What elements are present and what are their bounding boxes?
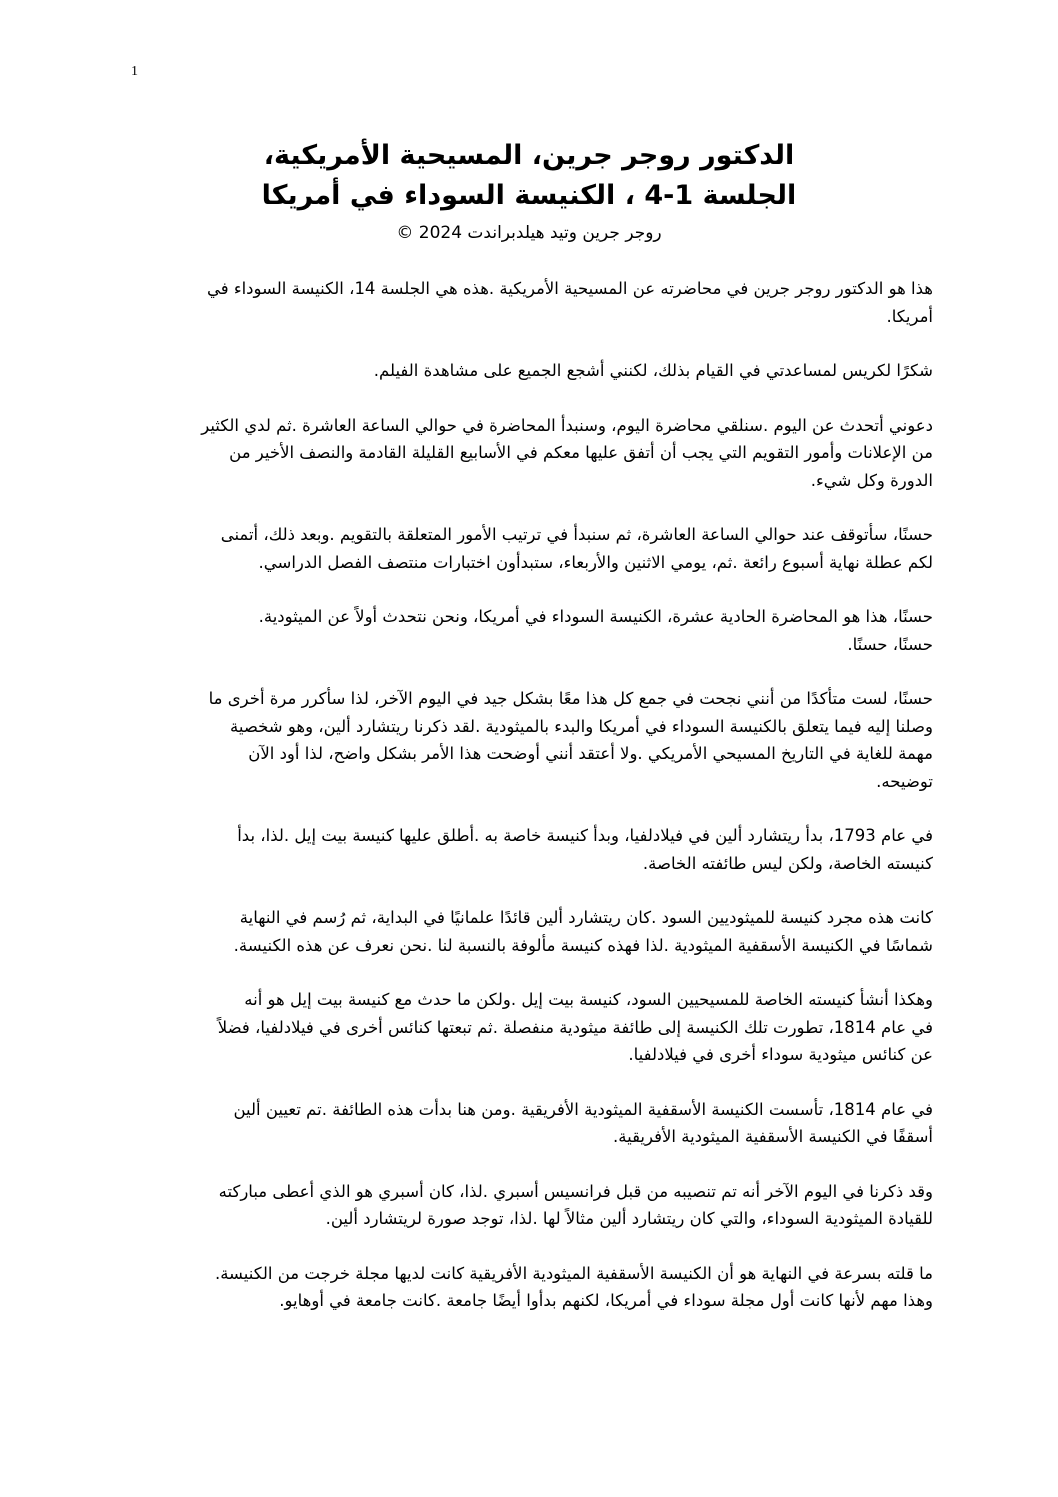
paragraph: [128, 986, 933, 1069]
paragraph-line: شماسًا في الكنيسة الأسقفية الميثودية .لذا فهذه كنيسة مألوفة بالنسبة لنا .نحن نعرف عن هذه الكنيسة.: [233, 935, 933, 955]
paragraph-line: دعوني أتحدث عن اليوم .سنلقي محاضرة اليوم، وسنبدأ المحاضرة في حوالي الساعة العاشرة .ثم لدي الكثير: [201, 415, 933, 435]
paragraph: [128, 357, 933, 385]
paragraph-line: وصلنا إليه فيما يتعلق بالكنيسة السوداء في أمريكا والبدء بالميثودية .لقد ذكرنا ريتشارد ألين، وهو شخصية: [230, 716, 933, 736]
page-number: 1: [131, 64, 138, 79]
paragraph: [128, 603, 933, 658]
paragraph-line: لكم عطلة نهاية أسبوع رائعة .ثم، يومي الاثنين والأربعاء، ستبدأون اختبارات منتصف الفصل الدراسي.: [258, 552, 933, 572]
paragraph-line: وهكذا أنشأ كنيسته الخاصة للمسيحيين السود، كنيسة بيت إيل .ولكن ما حدث مع كنيسة بيت إيل هو أنه: [244, 990, 933, 1009]
paragraph-line: للقيادة الميثودية السوداء، والتي كان ريتشارد ألين مثالاً لها .لذا، توجد صورة لريتشارد ألين.: [325, 1209, 933, 1228]
paragraph-line: هذا هو الدكتور روجر جرين في محاضرته عن المسيحية الأمريكية .هذه هي الجلسة 14، الكنيسة السوداء في: [206, 279, 933, 298]
paragraph-line: شكرًا لكريس لمساعدتي في القيام بذلك، لكنني أشجع الجميع على مشاهدة الفيلم.: [373, 361, 933, 380]
paragraph: [128, 822, 933, 877]
paragraph: [128, 275, 933, 330]
paragraph-line: أسقفًا في الكنيسة الأسقفية الميثودية الأفريقية.: [613, 1127, 933, 1146]
paragraph: [128, 1178, 933, 1233]
paragraph: [128, 685, 933, 795]
paragraph-line: في عام 1814، تطورت تلك الكنيسة إلى طائفة ميثودية منفصلة .ثم تبعتها كنائس أخرى في فيلادلفيا، فضلاً: [217, 1017, 933, 1037]
paragraph-line: حسنًا، سأتوقف عند حوالي الساعة العاشرة، ثم سنبدأ في ترتيب الأمور المتعلقة بالتقويم .وبعد ذلك، أتمنى: [220, 525, 933, 544]
paragraph-line: أمريكا.: [886, 306, 933, 326]
paragraph-line: ما قلته بسرعة في النهاية هو أن الكنيسة الأسقفية الميثودية الأفريقية كانت لديها مجلة خرجت من الكنيسة.: [214, 1263, 933, 1283]
paragraph: [128, 1096, 933, 1151]
paragraph-line: وقد ذكرنا في اليوم الآخر أنه تم تنصيبه من قبل فرانسيس أسبري .لذا، كان أسبري هو الذي أعطى مباركته: [218, 1181, 933, 1201]
title-line: الدكتور روجر جرين، المسيحية الأمريكية،: [263, 140, 795, 171]
paragraph: [128, 412, 933, 495]
copyright-subtitle: روجر جرين وتيد هيلدبراندت 2024 ©: [396, 223, 662, 243]
paragraph-line: حسنًا، حسنًا.: [847, 634, 933, 654]
paragraph-line: وهذا مهم لأنها كانت أول مجلة سوداء في أمريكا، لكنهم بدأوا أيضًا جامعة .كانت جامعة في أوهايو.: [279, 1291, 933, 1310]
paragraph-line: كانت هذه مجرد كنيسة للميثوديين السود .كان ريتشارد ألين قائدًا علمانيًا في البداية، ثم رُسم في النهاية: [239, 908, 933, 927]
paragraph-line: في عام 1814، تأسست الكنيسة الأسقفية الميثودية الأفريقية .ومن هنا بدأت هذه الطائفة .تم تعيين ألين: [233, 1099, 933, 1119]
paragraph-line: في عام 1793، بدأ ريتشارد ألين في فيلادلفيا، وبدأ كنيسة خاصة به .أطلق عليها كنيسة بيت إيل .لذا، بدأ: [237, 826, 933, 845]
paragraph-line: توضيحه.: [876, 771, 933, 791]
paragraph-line: مهمة للغاية في التاريخ المسيحي الأمريكي .ولا أعتقد أنني أوضحت هذا الأمر بشكل واضح، لذا أود الآن: [248, 744, 933, 763]
paragraph: [128, 1260, 933, 1315]
document-body: [128, 275, 933, 1342]
paragraph: [128, 904, 933, 959]
paragraph-line: عن كنائس ميثودية سوداء أخرى في فيلادلفيا.: [628, 1045, 933, 1064]
document-title: [0, 136, 1058, 216]
paragraph-line: حسنًا، هذا هو المحاضرة الحادية عشرة، الكنيسة السوداء في أمريكا، ونحن نتحدث أولاً عن الميثودية.: [258, 607, 933, 626]
paragraph-line: كنيسته الخاصة، ولكن ليس طائفته الخاصة.: [642, 853, 933, 873]
paragraph-line: الدورة وكل شيء.: [810, 470, 933, 490]
title-line: الجلسة 1-4 ، الكنيسة السوداء في أمريكا: [261, 180, 797, 211]
paragraph-line: حسنًا، لست متأكدًا من أنني نجحت في جمع كل هذا معًا بشكل جيد في اليوم الآخر، لذا سأكرر مرة أخرى ما: [208, 689, 933, 708]
paragraph-line: من الإعلانات وأمور التقويم التي يجب أن أتفق عليها معكم في الأسابيع القليلة القادمة والنصف الأخير من: [229, 443, 933, 462]
paragraph: [128, 521, 933, 576]
